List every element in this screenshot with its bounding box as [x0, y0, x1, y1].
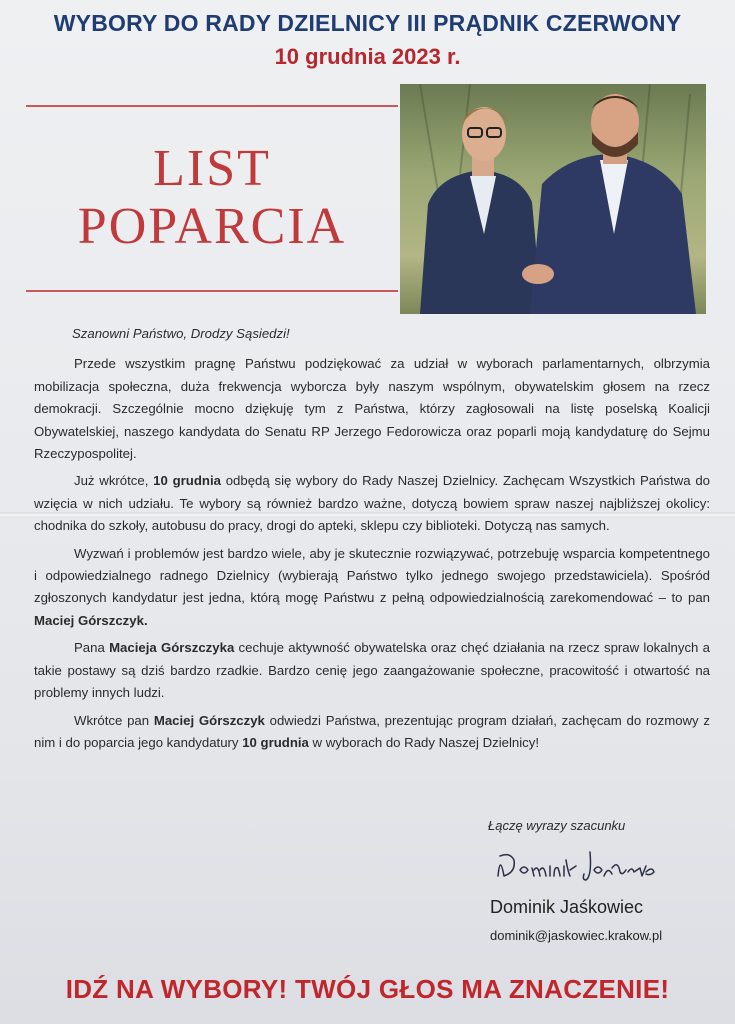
headline-line-2: POPARCIA — [77, 198, 347, 255]
p2-text-2: odbędą się wybory do Rady Naszej Dzielnicy. Zachęcam Wszystkich Państwa do wzięcia w nich udziału. Te wybory są również bardzo ważne, dotyczą bowiem spraw naszej najbliższej okolicy: chodnika do szkoły, autobusu do pracy, drogi do apteki, sklepu czy biblioteki. Dotyczą nas samych. — [34, 473, 710, 534]
election-date: 10 grudnia 2023 r. — [274, 44, 461, 69]
call-to-action: IDŹ NA WYBORY! TWÓJ GŁOS MA ZNACZENIE! — [65, 974, 670, 1004]
letter-paragraph-4 — [34, 637, 710, 704]
p4-text-2: cechuje aktywność obywatelska oraz chęć działania na rzecz spraw lokalnych a takie postawy są dziś bardzo rzadkie. Bardzo cenię jego zaangażowanie społeczne, pracowitość i otwartość na problemy innych ludzi. — [34, 640, 710, 701]
photo-illustration — [400, 84, 706, 314]
p2-text: Już wkrótce, — [74, 473, 154, 489]
p2-date: 10 grudnia — [153, 473, 221, 489]
letter-paragraph-1: Przede wszystkim pragnę Państwu podziękować za udział w wyborach parlamentarnych, olbrzymia mobilizacja społeczna, duża frekwencja wyborcza były naszym wspólnym, obywatelskim głosem na rzecz demokracji. Szczególnie mocno dziękuję tym z Państwa, którzy zagłosowali na listę poselską Koalicji Obywatelskiej, naszego kandydata do Senatu RP Jerzego Fedorowicza oraz poparli moją kandydaturę do Sejmu Rzeczypospolitej. — [34, 356, 710, 462]
header-title: WYBORY DO RADY DZIELNICY III PRĄDNIK CZERWONY — [53, 10, 682, 36]
p5-text-3: w wyborach do Rady Naszej Dzielnicy! — [308, 734, 540, 750]
p5-candidate: Maciej Górszczyk — [153, 712, 265, 728]
p3-candidate: Maciej Górszczyk. — [34, 612, 148, 628]
signatory-name: Dominik Jaśkowiec — [490, 897, 644, 917]
letter-greeting: Szanowni Państwo, Drodzy Sąsiedzi! — [72, 326, 290, 341]
p3-text: Wyzwań i problemów jest bardzo wiele, aby je skutecznie rozwiązywać, potrzebuję wsparcia kompetentnego i odpowiedzialnego radnego Dzielnicy (wybierają Państwo tylko jednego swojego przedstawiciela). Spośród zgłoszonych kandydatur jest jedna, którą mogę Państwu z pełną odpowiedzialnością zarekomendować – to pan — [34, 545, 710, 606]
closing-regards: Łączę wyrazy szacunku — [488, 818, 626, 833]
letter-paragraph-3 — [34, 543, 710, 633]
signatory-email: dominik@jaskowiec.krakow.pl — [490, 928, 663, 943]
p4-candidate: Macieja Górszczyka — [109, 640, 235, 656]
p5-text-2: odwiedzi Państwa, prezentując program działań, zachęcam do rozmowy z nim i do poparcia jego kandydatury — [34, 712, 710, 750]
handwritten-signature — [494, 846, 664, 886]
candidates-photo — [400, 84, 706, 314]
headline — [26, 140, 398, 256]
p5-text: Wkrótce pan — [74, 712, 154, 728]
letter-paragraph-5 — [34, 710, 710, 755]
p4-text: Pana — [74, 640, 110, 656]
headline-line-1: LIST — [153, 140, 271, 197]
p5-date: 10 grudnia — [242, 734, 309, 750]
letter-body — [34, 323, 710, 759]
divider-bottom — [26, 290, 398, 292]
letter-paragraph-2 — [34, 470, 710, 537]
divider-top — [26, 105, 398, 107]
